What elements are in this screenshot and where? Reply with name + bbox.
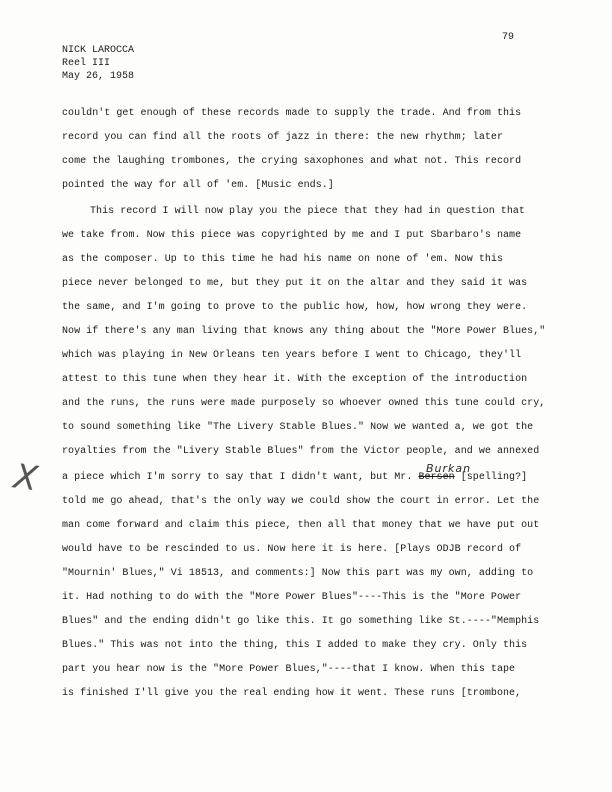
text-line: would have to be rescinded to us. Now here it is here. [Plays ODJB record of [62, 544, 522, 555]
interviewee-name: NICK LAROCCA [62, 45, 135, 56]
text-line: we take from. Now this piece was copyrighted by me and I put Sbarbaro's name [62, 230, 522, 241]
text-line: "Mournin' Blues," Vi 18513, and comments:] Now this part was my own, adding to [62, 568, 534, 579]
text-line: man come forward and claim this piece, then all that money that we have put out [62, 520, 540, 531]
spelling-note: [spelling?] [454, 472, 528, 483]
transcript-header [62, 44, 134, 83]
text-line: royalties from the "Livery Stable Blues" from the Victor people, and we annexed [62, 446, 540, 457]
text-line: couldn't get enough of these records made to supply the trade. And from this [62, 108, 522, 119]
text-line: it. Had nothing to do with the "More Power Blues"----This is the "More Power [62, 592, 522, 603]
text-line: come the laughing trombones, the crying saxophones and what not. This record [62, 156, 522, 167]
text-line-with-correction [62, 472, 527, 484]
line-text: a piece which I'm sorry to say that I didn't want, but Mr. [62, 472, 413, 483]
text-line: pointed the way for all of 'em. [Music ends.] [62, 180, 334, 191]
text-line: is finished I'll give you the real ending how it went. These runs [trombone, [62, 688, 522, 699]
text-line: Blues." This was not into the thing, this I added to make they cry. Only this [62, 640, 528, 651]
text-line: and the runs, the runs were made purposely so whoever owned this tune could cry, [62, 398, 546, 409]
text-line: record you can find all the roots of jazz in there: the new rhythm; later [62, 132, 503, 143]
text-line: as the composer. Up to this time he had his name on none of 'em. Now this [62, 254, 503, 265]
interview-date: May 26, 1958 [62, 71, 135, 82]
text-line: which was playing in New Orleans ten years before I went to Chicago, they'll [62, 350, 522, 361]
handwritten-insert: Burkan [426, 462, 472, 475]
text-line: Now if there's any man living that knows any thing about the "More Power Blues," [62, 326, 546, 337]
text-line: piece never belonged to me, but they put it on the altar and they said it was [62, 278, 528, 289]
text-line: Blues" and the ending didn't go like this. It go something like St.----"Memphis [62, 616, 540, 627]
margin-x-mark: X [11, 456, 40, 500]
text-line: part you hear now is the "More Power Blues,"----that I know. When this tape [62, 664, 516, 675]
struck-name: Bersen [418, 472, 455, 483]
text-line: attest to this tune when they hear it. With the exception of the introduction [62, 374, 528, 385]
reel-label: Reel III [62, 58, 111, 69]
text-line: This record I will now play you the piece that they had in question that [90, 206, 525, 217]
text-line: to sound something like "The Livery Stable Blues." Now we wanted a, we got the [62, 422, 534, 433]
page-number: 79 [502, 32, 515, 43]
text-line: told me go ahead, that's the only way we could show the court in error. Let the [62, 496, 540, 507]
text-line: the same, and I'm going to prove to the public how, how, how wrong they were. [62, 302, 528, 313]
